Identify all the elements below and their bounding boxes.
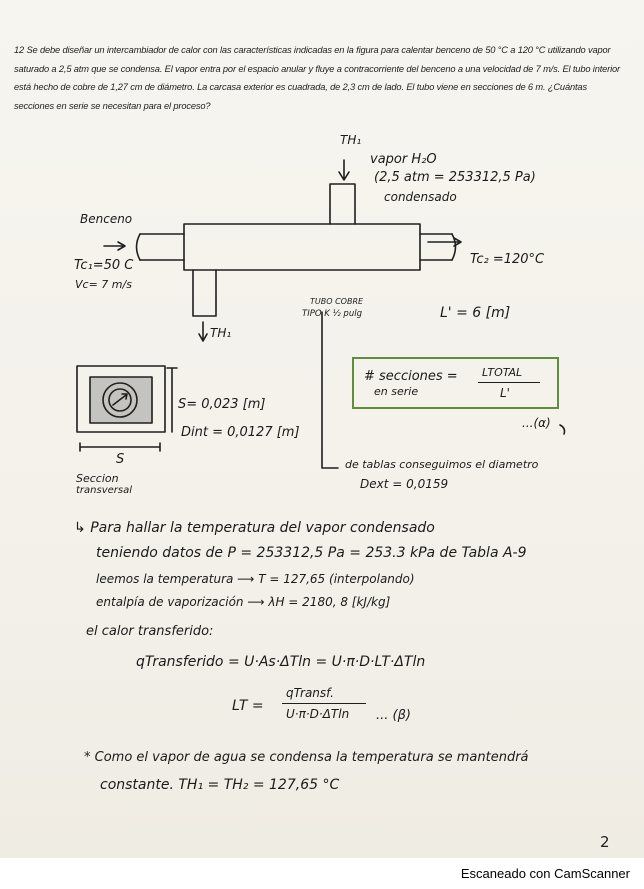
- tubo-label-1: TUBO COBRE: [310, 297, 364, 306]
- seccion-label: Seccion: [76, 472, 119, 485]
- dint-label: Dint = 0,0127 [m]: [181, 425, 300, 440]
- lt-lhs: LT =: [232, 698, 264, 714]
- solution-line-9: constante. TH₁ = TH₂ = 127,65 °C: [100, 777, 340, 793]
- solution-line-4: entalpía de vaporización ⟶ λH = 2180, 8 [kJ/kg]: [96, 595, 391, 609]
- beta-label: ... (β): [376, 708, 411, 723]
- th1-top-label: TH₁: [340, 133, 362, 147]
- solution-line-1: ↳ Para hallar la temperatura del vapor condensado: [74, 520, 435, 536]
- solution-line-5: el calor transferido:: [86, 624, 214, 639]
- th1-bottom-label: TH₁: [210, 326, 232, 340]
- lt-fraction-bar: [282, 703, 366, 704]
- tc1-label: Tc₁=50 C: [74, 258, 134, 273]
- vc-label: Vc= 7 m/s: [75, 278, 132, 291]
- lt-numerator: qTransf.: [286, 686, 334, 700]
- solution-line-3: leemos la temperatura ⟶ T = 127,65 (interpolando): [96, 572, 415, 586]
- scanner-footer: [0, 858, 644, 889]
- formula-numerator: LTOTAL: [482, 366, 523, 379]
- solution-line-2: teniendo datos de P = 253312,5 Pa = 253.3 kPa de Tabla A-9: [96, 545, 527, 561]
- tubo-label-2: TIPO K ½ pulg: [302, 309, 362, 319]
- length-label: L' = 6 [m]: [440, 305, 511, 321]
- solution-line-8: * Como el vapor de agua se condensa la temperatura se mantendrá: [84, 750, 529, 765]
- formula-bar: [478, 382, 540, 383]
- dext-label: Dext = 0,0159: [360, 477, 449, 491]
- formula-lhs-sub: en serie: [374, 385, 419, 398]
- transversal-label: transversal: [76, 485, 133, 496]
- tc2-label: Tc₂ =120°C: [470, 252, 545, 267]
- problem-statement: 12 Se debe diseñar un intercambiador de calor con las características indicadas en la figura para calentar benceno de 50 °C a 120 °C utilizando vapor saturado a 2,5 atm que se condensa. El vapor entra por el espacio anular y fluye a contracorriente del benceno a una velocidad de 7 m/s. El tubo interior está hecho de cobre de 1,27 cm de diámetro. La carcasa exterior es cuadrada, de 2,3 cm de lado. El tubo viene en secciones de 6 m. ¿Cuántas secciones en serie se necesitan para el proceso?: [14, 45, 621, 111]
- footer-text: Escaneado con CamScanner: [460, 866, 630, 881]
- page-number: 2: [600, 833, 610, 851]
- formula-denominator: L': [500, 386, 510, 400]
- pressure-label: (2,5 atm = 253312,5 Pa): [374, 170, 536, 185]
- condensado-label: condensado: [384, 190, 457, 204]
- solution-line-6: qTransferido = U·As·ΔTln = U·π·D·LT·ΔTln: [136, 654, 426, 670]
- s-value-label: S= 0,023 [m]: [178, 397, 266, 412]
- tablas-label: de tablas conseguimos el diametro: [345, 458, 539, 471]
- vapor-label: vapor H₂O: [370, 152, 437, 167]
- formula-lhs: # secciones =: [364, 369, 458, 384]
- benceno-label: Benceno: [80, 212, 133, 226]
- s-dimension-label: S: [116, 452, 125, 467]
- lt-denominator: U·π·D·ΔTln: [286, 707, 350, 721]
- alpha-label: ...(α): [522, 416, 551, 430]
